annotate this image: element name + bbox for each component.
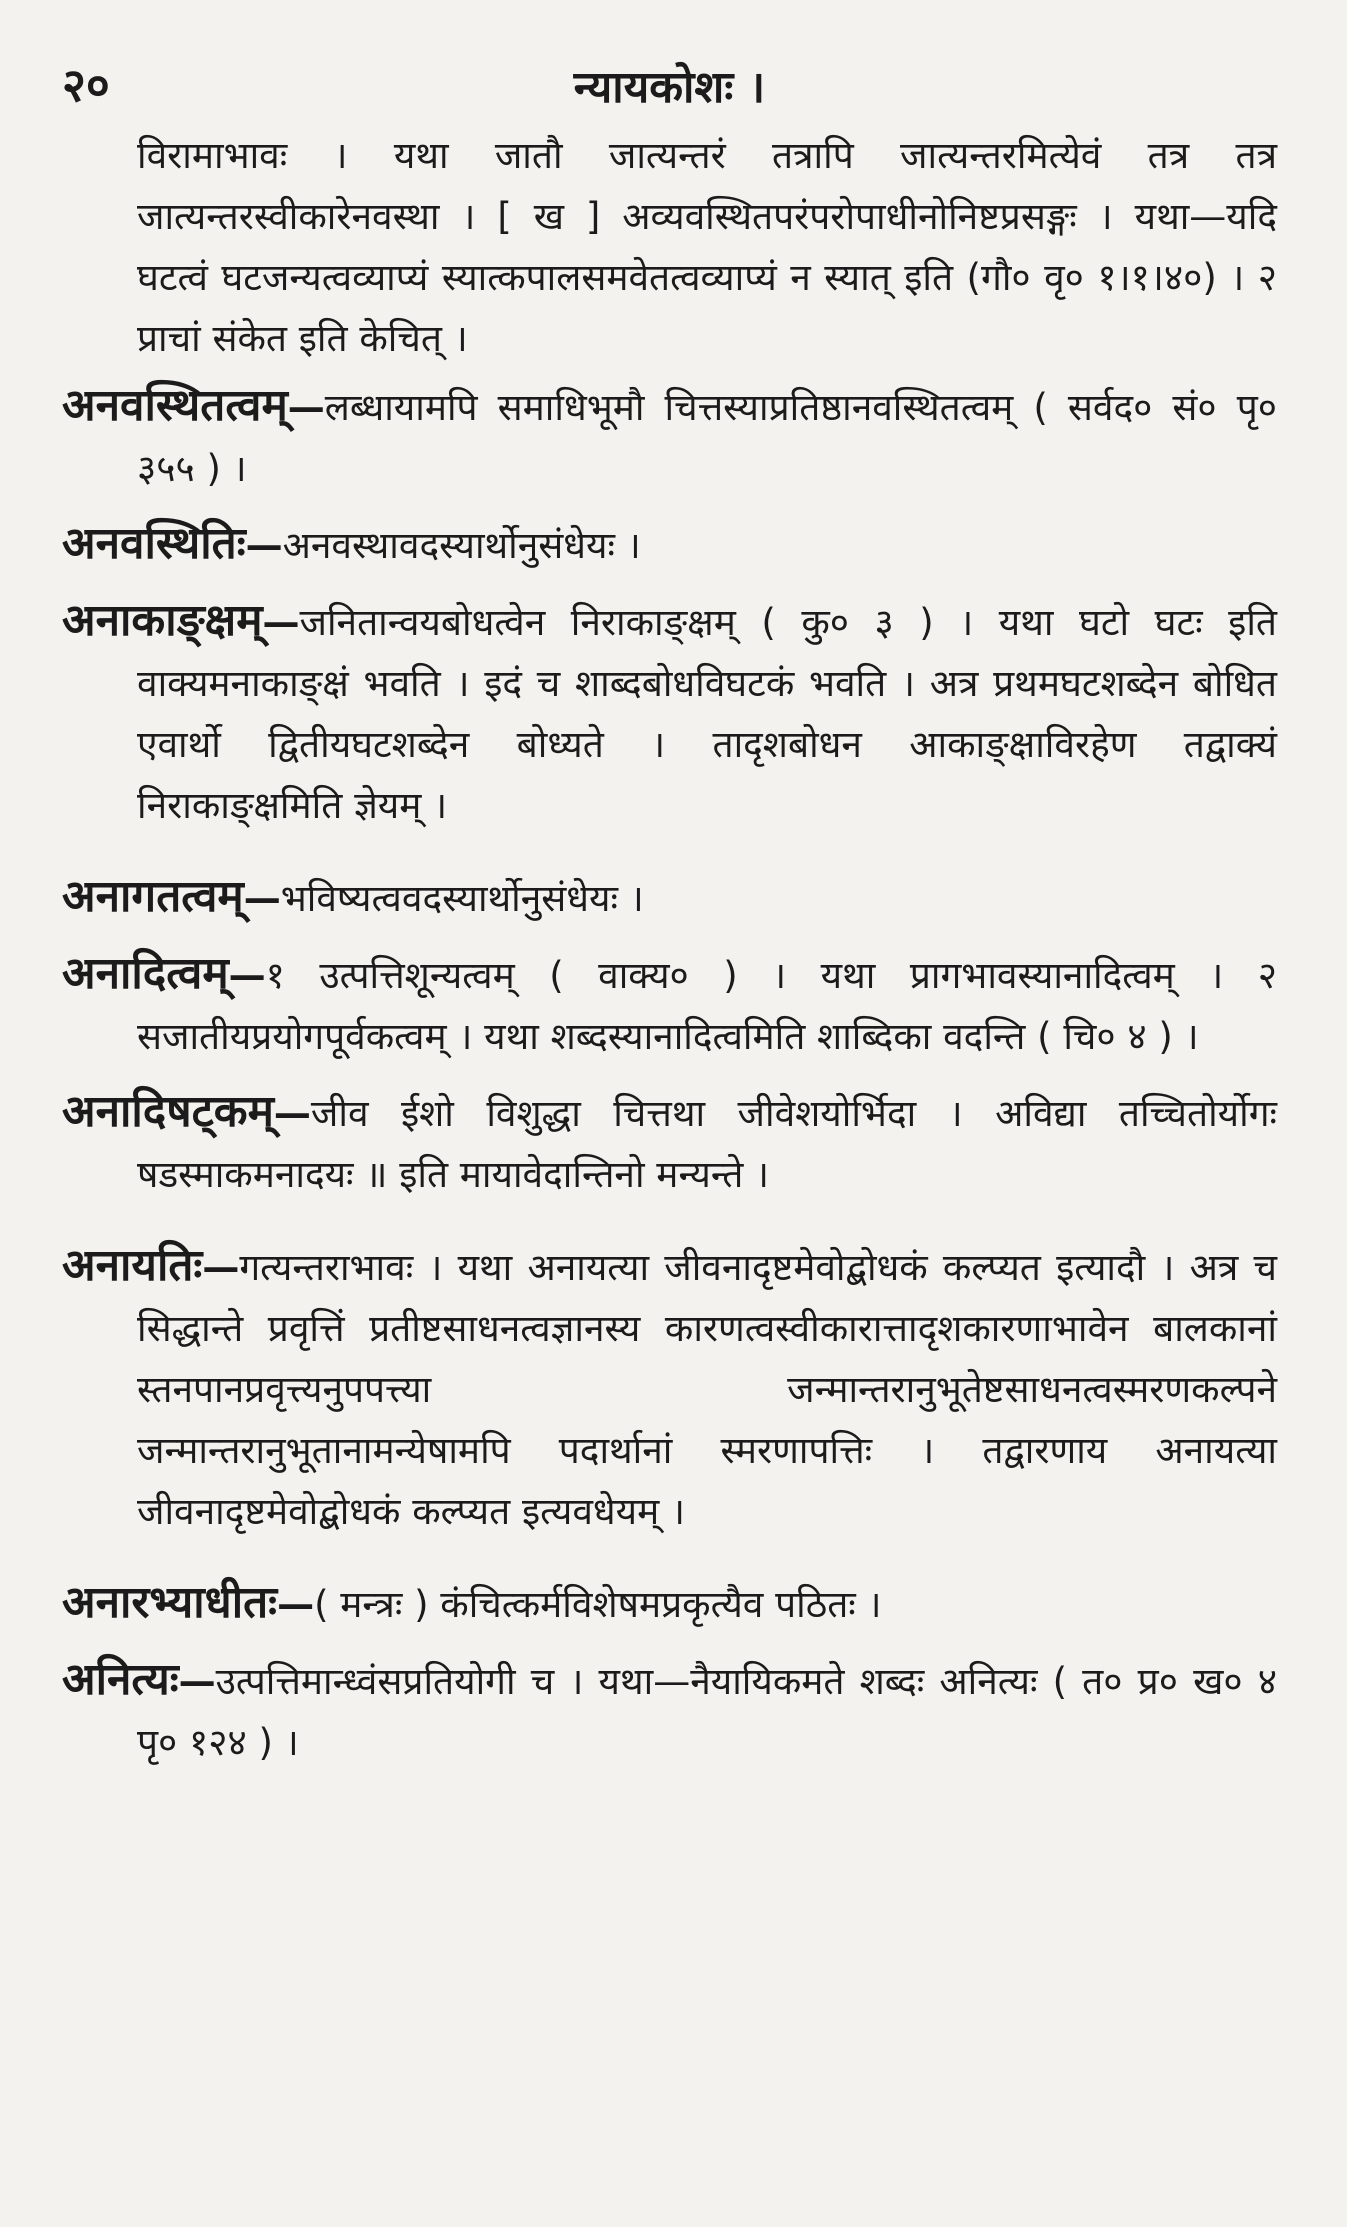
em-dash: — bbox=[277, 1583, 315, 1626]
headword: अनागतत्वम् bbox=[62, 871, 244, 922]
em-dash: — bbox=[273, 1092, 311, 1135]
em-dash: — bbox=[178, 1660, 216, 1703]
em-dash: — bbox=[243, 877, 281, 920]
entry-anagatatvam bbox=[62, 866, 1277, 929]
entry-definition: अनवस्थावदस्यार्थोनुसंधेयः । bbox=[282, 524, 641, 567]
page-header bbox=[62, 45, 1277, 125]
headword: अनादित्वम् bbox=[62, 948, 229, 999]
entry-definition: जीव ईशो विशुद्धा चित्तथा जीवेशयोर्भिदा । अविद्या तच्चितोर्योगः षडस्माकमनादयः ॥ इति मायावेदान्तिनो मन्यन्ते । bbox=[137, 1092, 1277, 1196]
headword: अनायतिः bbox=[62, 1240, 203, 1291]
em-dash: — bbox=[245, 524, 283, 567]
entry-definition: भविष्यत्ववदस्यार्थोनुसंधेयः । bbox=[280, 877, 644, 920]
headword: अनारभ्याधीतः bbox=[62, 1577, 278, 1628]
entry-anityah bbox=[62, 1649, 1277, 1773]
continued-entry-text: विरामाभावः । यथा जातौ जात्यन्तरं तत्रापि जात्यन्तरमित्येवं तत्र तत्र जात्यन्तरस्वीकारेनवस्था । [ ख ] अव्यवस्थितपरंपरोपाधीनोनिष्टप्रसङ्गः । यथा—यदि घटत्वं घटजन्यत्वव्याप्यं स्यात्कपालसमवेतत्वव्याप्यं न स्यात् इति (गौ० वृ० १।१।४०) । २ प्राचां संकेत इति केचित् । bbox=[137, 134, 1277, 360]
entry-anavasthitih bbox=[62, 513, 1277, 576]
entry-anadishatkam bbox=[62, 1081, 1277, 1205]
page-number: २० bbox=[62, 58, 110, 112]
em-dash: — bbox=[262, 601, 300, 644]
entry-anayatih bbox=[62, 1235, 1277, 1542]
headword: अनाकाङ्क्षम् bbox=[62, 595, 263, 646]
entry-anaditvam bbox=[62, 943, 1277, 1067]
headword: अनवस्थितिः bbox=[62, 518, 246, 569]
entry-definition: लब्धायामपि समाधिभूमौ चित्तस्याप्रतिष्ठानवस्थितत्वम् ( सर्वद० सं० पृ० ३५५ ) । bbox=[137, 386, 1277, 490]
em-dash: — bbox=[202, 1246, 240, 1289]
headword: अनादिषट्कम् bbox=[62, 1086, 274, 1137]
entry-anarabhyadhitah bbox=[62, 1572, 1277, 1635]
em-dash: — bbox=[287, 386, 325, 429]
entry-definition: गत्यन्तराभावः । यथा अनायत्या जीवनादृष्टमेवोद्बोधकं कल्प्यत इत्यादौ । अत्र च सिद्धान्ते प्रवृत्तिं प्रतीष्टसाधनत्वज्ञानस्य कारणत्वस्वीकारात्तादृशकारणाभावेन बालकानां स्तनपानप्रवृत्त्यनुपपत्त्या जन्मान्तरानुभूतेष्टसाधनत्वस्मरणकल्पने जन्मान्तरानुभूतानामन्येषामपि पदार्थानां स्मरणापत्तिः । तद्वारणाय अनायत्या जीवनादृष्टमेवोद्बोधकं कल्प्यत इत्यवधेयम् । bbox=[137, 1246, 1277, 1533]
headword: अनवस्थितत्वम् bbox=[62, 380, 288, 431]
entry-definition: उत्पत्तिमान्ध्वंसप्रतियोगी च । यथा—नैयायिकमते शब्दः अनित्यः ( त० प्र० ख० ४ पृ० १२४ ) । bbox=[137, 1660, 1277, 1764]
entry-definition: जनितान्वयबोधत्वेन निराकाङ्क्षम् ( कु० ३ ) । यथा घटो घटः इति वाक्यमनाकाङ्क्षं भवति । इदं च शाब्दबोधविघटकं भवति । अत्र प्रथमघटशब्देन बोधित एवार्थो द्वितीयघटशब्देन बोध्यते । तादृशबोधन आकाङ्क्षाविरहेण तद्वाक्यं निराकाङ्क्षमिति ज्ञेयम् । bbox=[137, 601, 1277, 827]
entry-definition: ( मन्त्रः ) कंचित्कर्मविशेषमप्रकृत्यैव पठितः । bbox=[314, 1583, 882, 1626]
entry-definition: १ उत्पत्तिशून्यत्वम् ( वाक्य० ) । यथा प्रागभावस्यानादित्वम् । २ सजातीयप्रयोगपूर्वकत्वम् । यथा शब्दस्यानादित्वमिति शाब्दिका वदन्ति ( चि० ४ ) । bbox=[137, 954, 1277, 1058]
headword: अनित्यः bbox=[62, 1654, 179, 1705]
running-title: न्यायकोशः । bbox=[573, 62, 766, 113]
entry-anavasthitatvam bbox=[62, 375, 1277, 499]
entry-anakanksham bbox=[62, 590, 1277, 836]
em-dash: — bbox=[228, 954, 266, 997]
